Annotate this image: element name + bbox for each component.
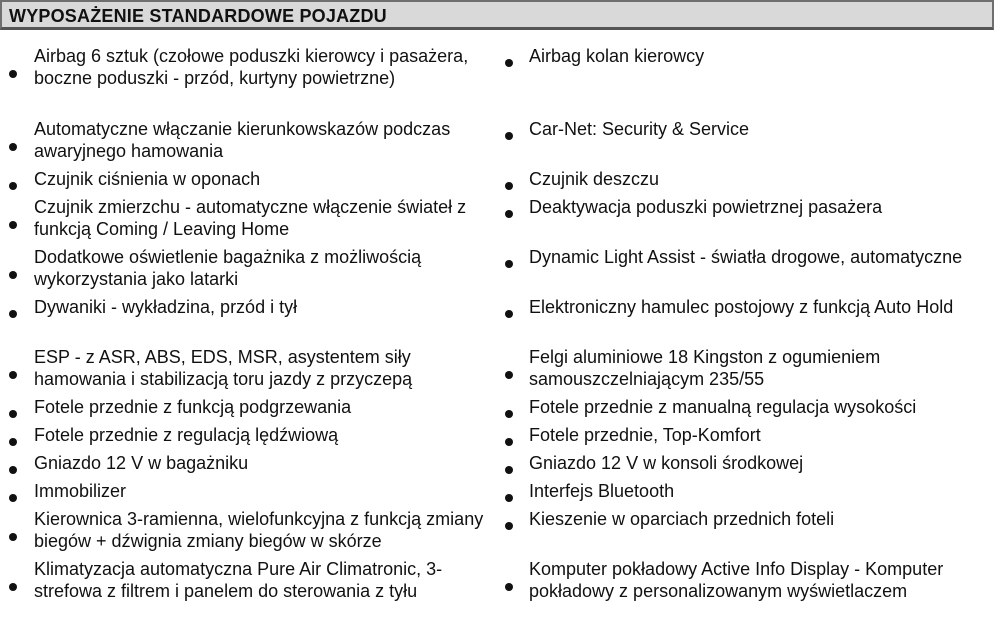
- equipment-item-text: Dywaniki - wykładzina, przód i tył: [34, 297, 298, 317]
- equipment-item-text: Car-Net: Security & Service: [529, 119, 750, 139]
- equipment-item-text: Dodatkowe oświetlenie bagażnika z możliwością wykorzystania jako latarki: [34, 247, 422, 289]
- equipment-item-text: Immobilizer: [34, 481, 127, 501]
- equipment-item-text: Kieszenie w oparciach przednich foteli: [529, 509, 835, 529]
- bullet-icon: [505, 438, 513, 446]
- equipment-item-text: Airbag 6 sztuk (czołowe poduszki kierowcy i pasażera, boczne poduszki - przód, kurtyny powietrzne): [34, 46, 469, 88]
- bullet-icon: [505, 466, 513, 474]
- equipment-item-text: Kierownica 3-ramienna, wielofunkcyjna z funkcją zmiany biegów + dźwignia zmiany biegów w skórze: [34, 509, 484, 551]
- bullet-icon: [505, 260, 513, 268]
- equipment-item-text: Deaktywacja poduszki powietrznej pasażera: [529, 197, 883, 217]
- equipment-item-text: Czujnik deszczu: [529, 169, 660, 189]
- bullet-icon: [9, 70, 17, 78]
- bullet-icon: [505, 310, 513, 318]
- section-header: [0, 0, 994, 30]
- bullet-icon: [505, 522, 513, 530]
- bullet-icon: [505, 59, 513, 67]
- bullet-icon: [505, 182, 513, 190]
- bullet-icon: [505, 410, 513, 418]
- bullet-icon: [9, 533, 17, 541]
- bullet-icon: [505, 583, 513, 591]
- equipment-item-text: Gniazdo 12 V w konsoli środkowej: [529, 453, 804, 473]
- bullet-icon: [9, 371, 17, 379]
- equipment-item-text: Fotele przednie z manualną regulacja wysokości: [529, 397, 917, 417]
- bullet-icon: [9, 466, 17, 474]
- bullet-icon: [505, 132, 513, 140]
- equipment-item-text: ESP - z ASR, ABS, EDS, MSR, asystentem siły hamowania i stabilizacją toru jazdy z przyczepą: [34, 347, 413, 389]
- equipment-item-text: Felgi aluminiowe 18 Kingston z ogumieniem samouszczelniającym 235/55: [529, 347, 881, 389]
- equipment-item-text: Klimatyzacja automatyczna Pure Air Climatronic, 3-strefowa z filtrem i panelem do sterowania z tyłu: [34, 559, 443, 601]
- bullet-icon: [9, 271, 17, 279]
- equipment-item-text: Czujnik zmierzchu - automatyczne włączenie świateł z funkcją Coming / Leaving Home: [34, 197, 467, 239]
- bullet-icon: [9, 494, 17, 502]
- equipment-item-text: Gniazdo 12 V w bagażniku: [34, 453, 249, 473]
- equipment-item-text: Fotele przednie z funkcją podgrzewania: [34, 397, 352, 417]
- bullet-icon: [9, 310, 17, 318]
- equipment-item-text: Interfejs Bluetooth: [529, 481, 675, 501]
- equipment-item-text: Airbag kolan kierowcy: [529, 46, 705, 66]
- bullet-icon: [9, 182, 17, 190]
- bullet-icon: [9, 410, 17, 418]
- section-title: WYPOSAŻENIE STANDARDOWE POJAZDU: [9, 6, 387, 26]
- bullet-icon: [9, 143, 17, 151]
- bullet-icon: [9, 221, 17, 229]
- equipment-item-text: Automatyczne włączanie kierunkowskazów podczas awaryjnego hamowania: [34, 119, 451, 161]
- equipment-item-text: Fotele przednie, Top-Komfort: [529, 425, 761, 445]
- equipment-item-text: Komputer pokładowy Active Info Display - Komputer pokładowy z personalizowanym wyświetlaczem: [529, 559, 944, 601]
- equipment-item-text: Czujnik ciśnienia w oponach: [34, 169, 261, 189]
- bullet-icon: [9, 583, 17, 591]
- bullet-icon: [505, 210, 513, 218]
- equipment-item-text: Fotele przednie z regulacją lędźwiową: [34, 425, 339, 445]
- bullet-icon: [505, 371, 513, 379]
- bullet-icon: [505, 494, 513, 502]
- equipment-item-text: Elektroniczny hamulec postojowy z funkcją Auto Hold: [529, 297, 954, 317]
- equipment-item-text: Dynamic Light Assist - światła drogowe, automatyczne: [529, 247, 963, 267]
- bullet-icon: [9, 438, 17, 446]
